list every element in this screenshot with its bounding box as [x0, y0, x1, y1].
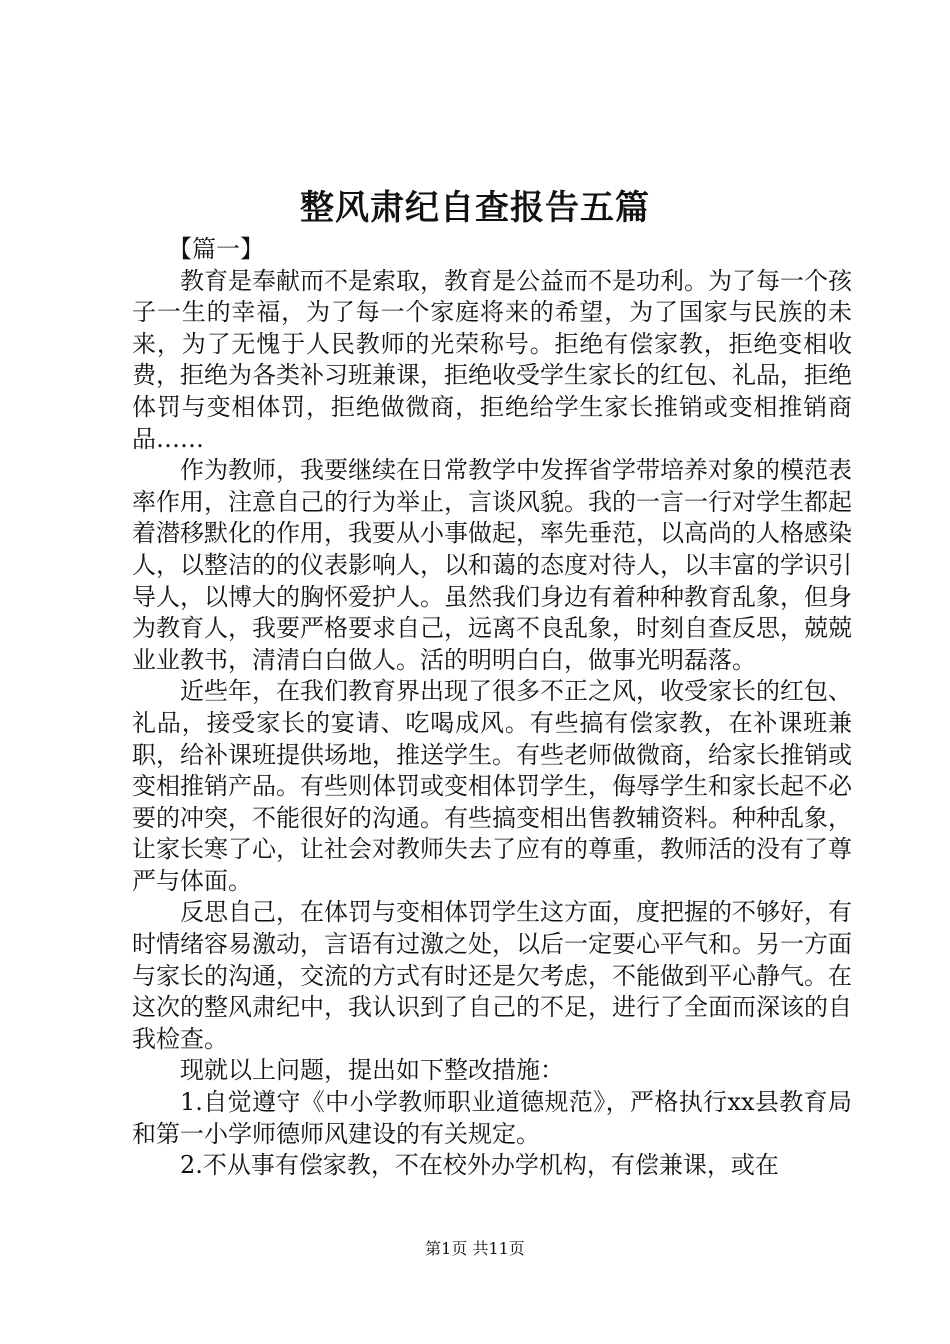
paragraph: 现就以上问题，提出如下整改措施：	[180, 1056, 564, 1085]
page-footer: 第1页 共11页	[425, 1239, 525, 1258]
paragraph: 教育是奉献而不是索取，教育是公益而不是功利。为了每一个孩子一生的幸福，为了每一个家庭将来的希望，为了国家与民族的未来，为了无愧于人民教师的光荣称号。拒绝有偿家教，拒绝变相收费，拒绝为各类补习班兼课，拒绝收受学生家长的红包、礼品，拒绝体罚与变相体罚，拒绝做微商，拒绝给学生家长推销或变相推销商品……	[132, 266, 852, 453]
paragraph: 作为教师，我要继续在日常教学中发挥省学带培养对象的模范表率作用，注意自己的行为举止，言谈风貌。我的一言一行对学生都起着潜移默化的作用，我要从小事做起，率先垂范，以高尚的人格感染人，以整洁的的仪表影响人，以和蔼的态度对待人，以丰富的学识引导人，以博大的胸怀爱护人。虽然我们身边有着种种教育乱象，但身为教育人，我要严格要求自己，远离不良乱象，时刻自查反思，兢兢业业教书，清清白白做人。活的明明白白，做事光明磊落。	[132, 456, 852, 674]
section-label: 【篇一】	[168, 235, 264, 263]
paragraph: 1.自觉遵守《中小学教师职业道德规范》，严格执行xx县教育局和第一小学师德师风建设的有关规定。	[132, 1088, 852, 1148]
paragraph: 反思自己，在体罚与变相体罚学生这方面，度把握的不够好，有时情绪容易激动，言语有过激之处，以后一定要心平气和。另一方面与家长的沟通，交流的方式有时还是欠考虑，不能做到平心静气。在这次的整风肃纪中，我认识到了自己的不足，进行了全面而深该的自我检查。	[132, 898, 852, 1053]
paragraph: 近些年，在我们教育界出现了很多不正之风，收受家长的红包、礼品，接受家长的宴请、吃喝成风。有些搞有偿家教，在补课班兼职，给补课班提供场地，推送学生。有些老师做微商，给家长推销或变相推销产品。有些则体罚或变相体罚学生，侮辱学生和家长起不必要的冲突，不能很好的沟通。有些搞变相出售教辅资料。种种乱象，让家长寒了心，让社会对教师失去了应有的尊重，教师活的没有了尊严与体面。	[132, 677, 852, 895]
paragraph: 2.不从事有偿家教，不在校外办学机构，有偿兼课，或在	[180, 1151, 779, 1180]
document-title: 整风肃纪自查报告五篇	[300, 188, 650, 228]
document-body	[132, 234, 852, 1182]
